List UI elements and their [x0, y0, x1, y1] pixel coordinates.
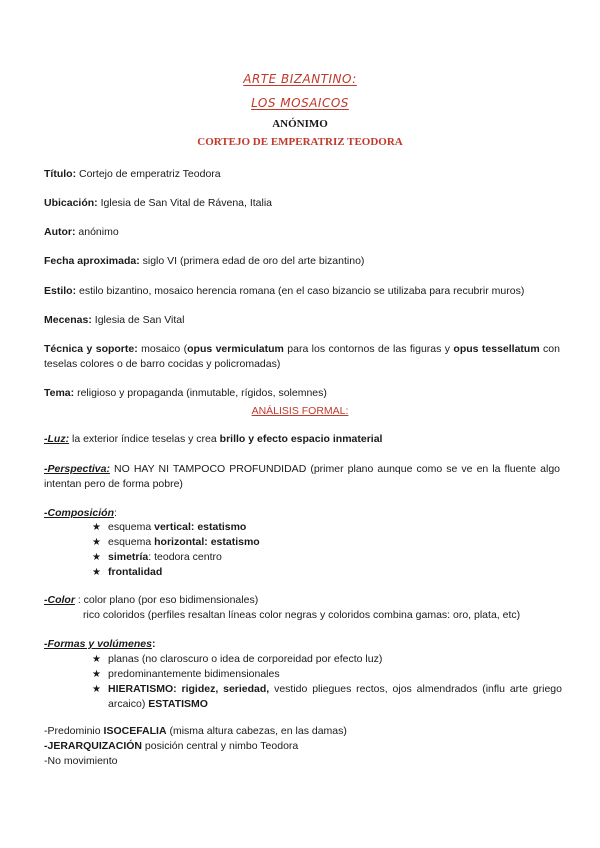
- header-title-line1: ARTE BIZANTINO:: [243, 72, 357, 86]
- list-item: ★ esquema vertical: estatismo: [92, 521, 247, 533]
- field-autor: Autor: anónimo: [44, 226, 119, 238]
- analisis-formal-heading: ANÁLISIS FORMAL:: [251, 405, 349, 417]
- field-mecenas: Mecenas: Iglesia de San Vital: [44, 314, 185, 326]
- field-ubicacion: Ubicación: Iglesia de San Vital de Rávena, Italia: [44, 197, 273, 209]
- extra-jerarquizacion: -JERARQUIZACIÓN posición central y nimbo Teodora: [44, 740, 299, 752]
- formas-list: [92, 652, 562, 712]
- list-item: ★ planas (no claroscuro o idea de corporeidad por efecto luz): [92, 653, 383, 665]
- section-color: -Color : color plano (por eso bidimensionales): [44, 594, 259, 606]
- list-item: ★ esquema horizontal: estatismo: [92, 536, 260, 548]
- header-author: ANÓNIMO: [272, 118, 328, 130]
- list-item: ★ predominantemente bidimensionales: [92, 668, 280, 680]
- star-bullet-icon: ★: [92, 684, 101, 695]
- field-fecha: Fecha aproximada: siglo VI (primera edad de oro del arte bizantino): [44, 255, 365, 267]
- list-item: ★ simetría: teodora centro: [92, 551, 222, 563]
- extra-no-movimiento: -No movimiento: [44, 755, 118, 767]
- star-bullet-icon: ★: [92, 522, 101, 533]
- composicion-list: [92, 520, 562, 580]
- star-bullet-icon: ★: [92, 669, 101, 680]
- header-title-line2: LOS MOSAICOS: [251, 96, 349, 110]
- section-color-line2: rico coloridos (perfiles resaltan líneas color negras y coloridos combina gamas: oro, plata, etc): [83, 609, 521, 621]
- field-titulo: Título: Cortejo de emperatriz Teodora: [44, 168, 221, 180]
- star-bullet-icon: ★: [92, 654, 101, 665]
- section-luz: -Luz: la exterior índice teselas y crea brillo y efecto espacio inmaterial: [44, 433, 383, 445]
- star-bullet-icon: ★: [92, 552, 101, 563]
- field-estilo: Estilo: estilo bizantino, mosaico herencia romana (en el caso bizancio se utilizaba para recubrir muros): [44, 285, 525, 297]
- list-item: ★ HIERATISMO: rigidez, seriedad, vestido pliegues rectos, ojos almendrados (influ arte griego arcaico) ESTATISMO: [92, 683, 562, 710]
- star-bullet-icon: ★: [92, 567, 101, 578]
- star-bullet-icon: ★: [92, 537, 101, 548]
- section-composicion-label: -Composición:: [44, 507, 117, 519]
- header-work-title: CORTEJO DE EMPERATRIZ TEODORA: [197, 136, 403, 148]
- section-perspectiva: -Perspectiva: NO HAY NI TAMPOCO PROFUNDIDAD (primer plano aunque como se ve en la fluente algo intentan pero de forma pobre): [44, 463, 560, 490]
- field-tema: Tema: religioso y propaganda (inmutable, rígidos, solemnes): [44, 387, 327, 399]
- list-item: ★ frontalidad: [92, 566, 163, 578]
- field-tecnica: Técnica y soporte: mosaico (opus vermiculatum para los contornos de las figuras y opus tessellatum con teselas colores o de barro cocidas y policromadas): [44, 343, 560, 370]
- extra-isocefalia: -Predominio ISOCEFALIA (misma altura cabezas, en las damas): [44, 725, 347, 737]
- section-formas-label: -Formas y volúmenes:: [44, 638, 156, 650]
